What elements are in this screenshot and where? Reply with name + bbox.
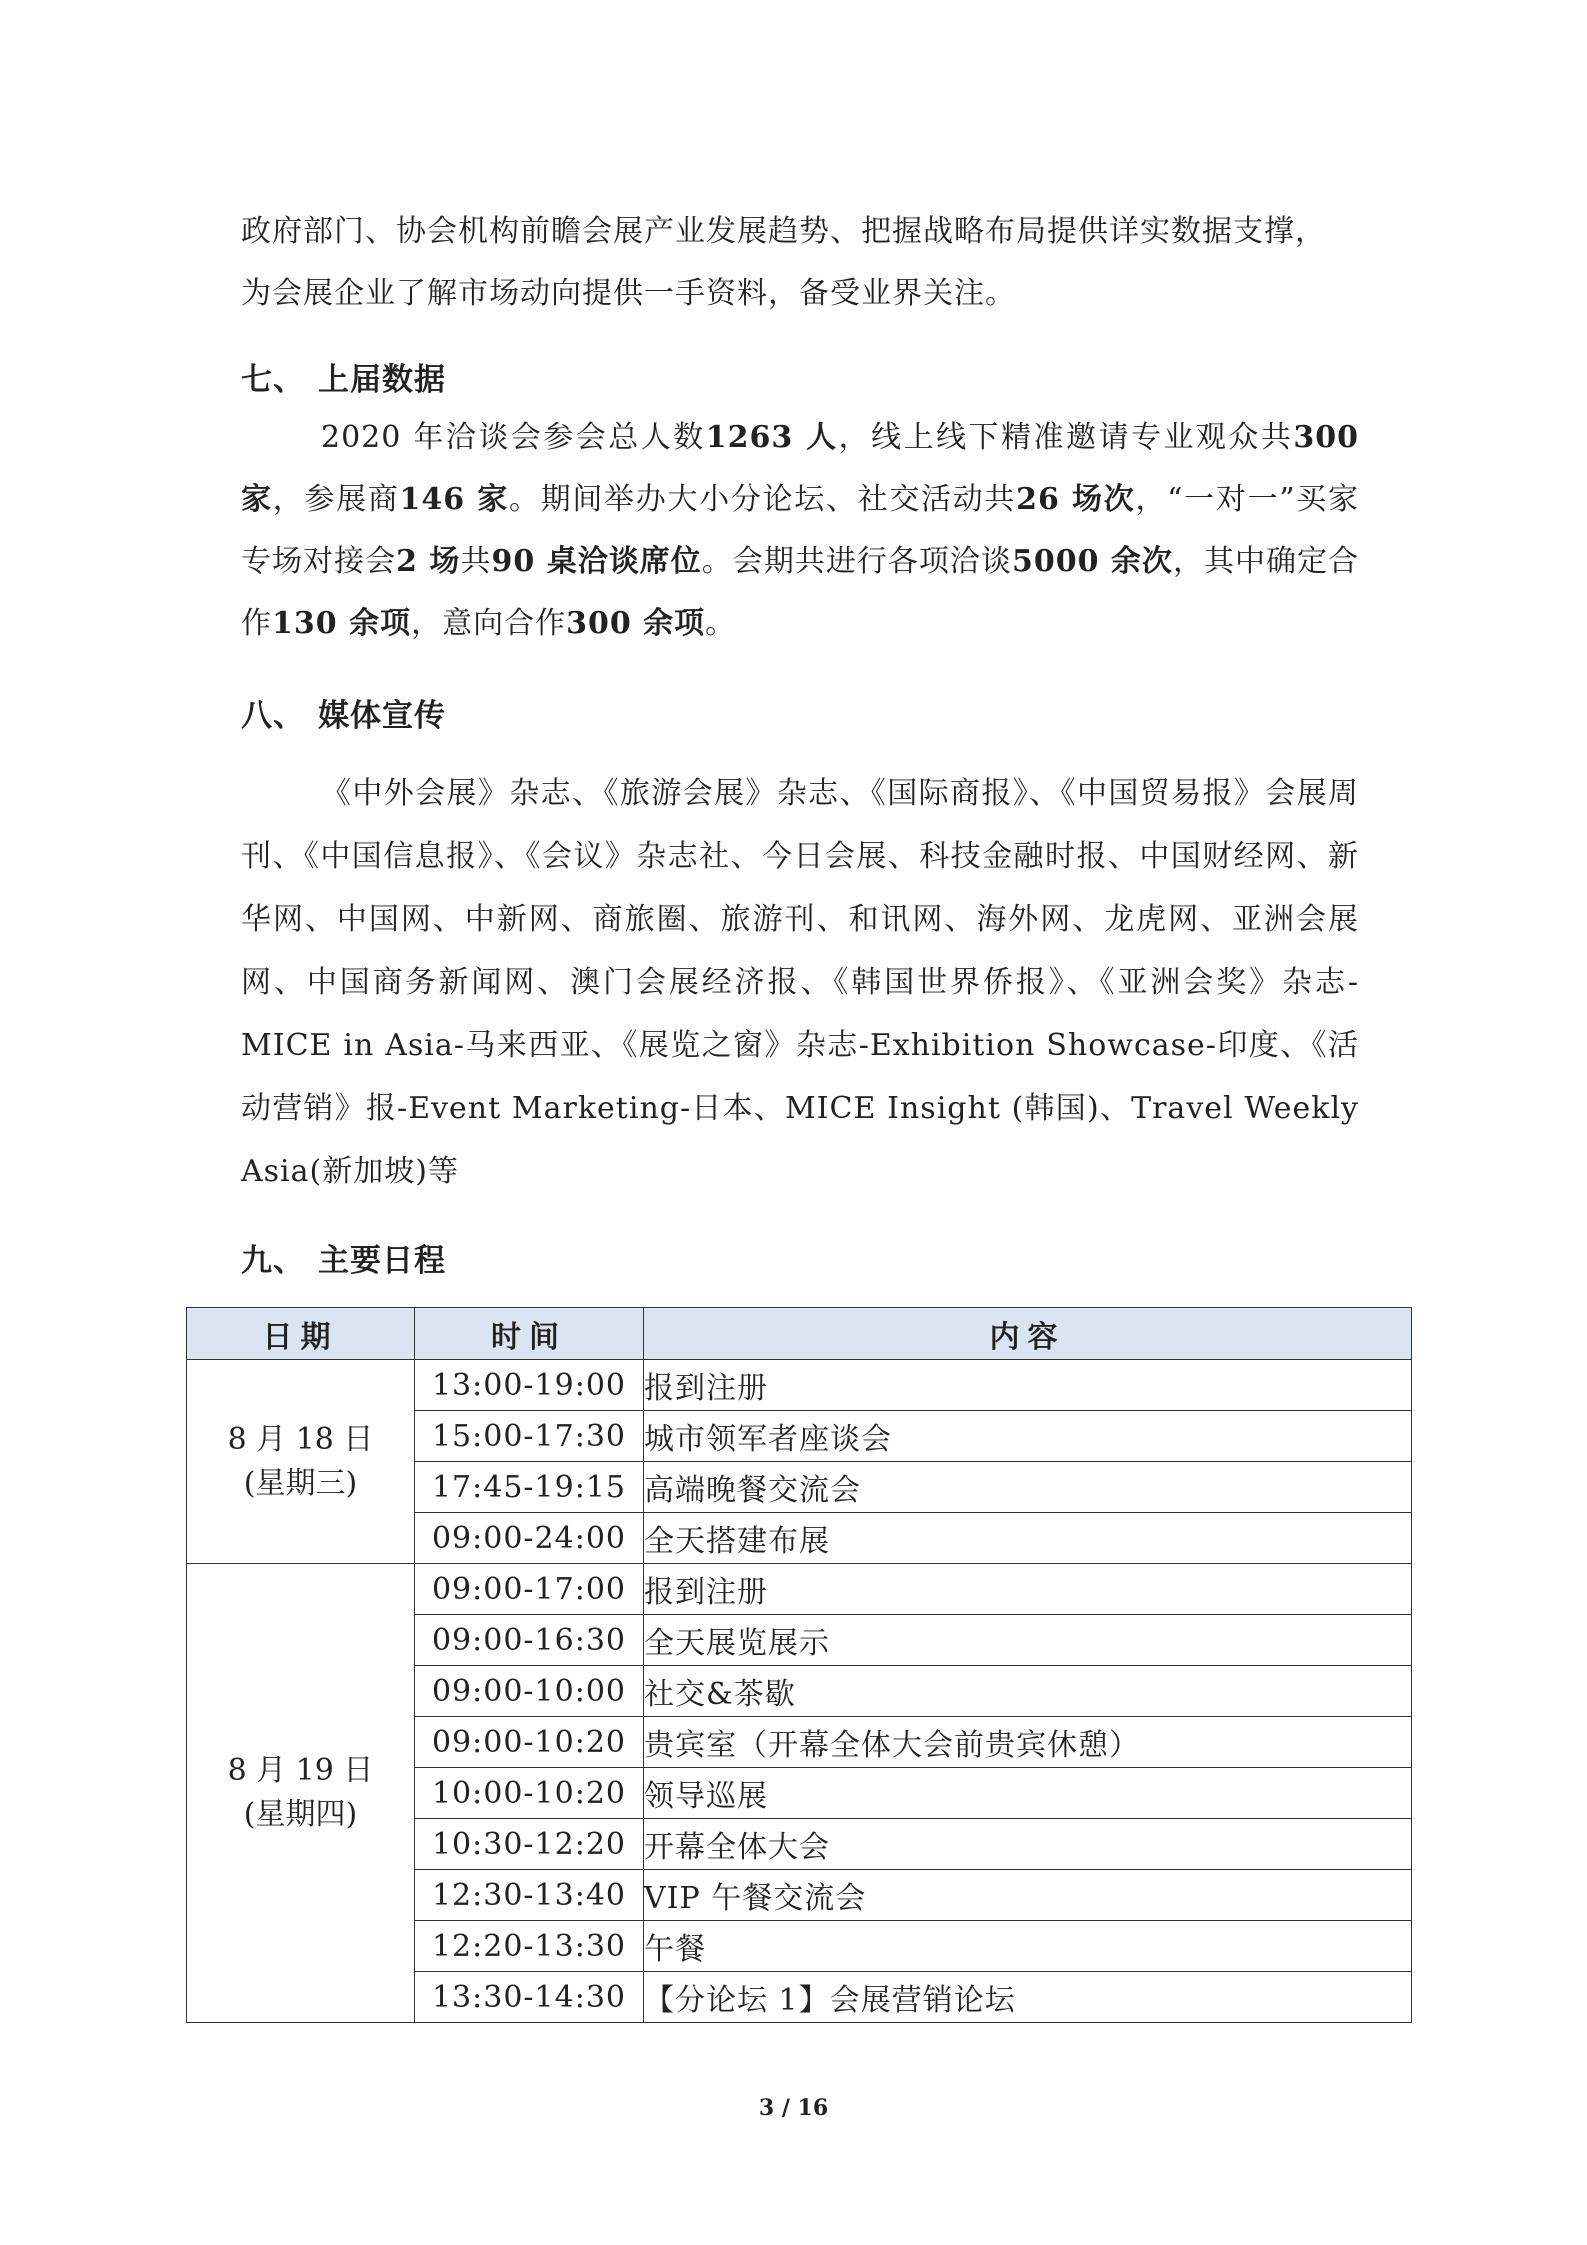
text-run: ，参展商 bbox=[272, 482, 400, 517]
text-run: 。会期共进行各项洽谈 bbox=[701, 544, 1012, 579]
content-cell: 贵宾室（开幕全体大会前贵宾休憩） bbox=[644, 1717, 1412, 1768]
day-1-date-cell bbox=[187, 1360, 415, 1564]
time-cell: 09:00-17:00 bbox=[415, 1564, 644, 1615]
section-8-heading bbox=[241, 690, 446, 735]
section-8-number: 八、 bbox=[241, 698, 305, 734]
time-cell: 13:30-14:30 bbox=[415, 1972, 644, 2023]
day-1-weekday: (星期三) bbox=[243, 1465, 358, 1501]
page-number: 3 / 16 bbox=[758, 2095, 829, 2121]
section-9-title: 主要日程 bbox=[318, 1243, 446, 1279]
day-2-date-cell bbox=[187, 1564, 415, 2023]
content-cell: 【分论坛 1】会展营销论坛 bbox=[644, 1972, 1412, 2023]
stat-tables: 90 桌洽谈席位 bbox=[491, 544, 702, 579]
content-cell: 报到注册 bbox=[644, 1360, 1412, 1411]
stat-events: 26 场次 bbox=[1016, 482, 1136, 517]
content-cell: 午餐 bbox=[644, 1921, 1412, 1972]
content-cell: VIP 午餐交流会 bbox=[644, 1870, 1412, 1921]
time-cell: 09:00-16:30 bbox=[415, 1615, 644, 1666]
time-cell: 12:20-13:30 bbox=[415, 1921, 644, 1972]
content-cell: 高端晚餐交流会 bbox=[644, 1462, 1412, 1513]
section-8-title: 媒体宣传 bbox=[318, 698, 446, 734]
text-run: ，“一对一”买家专场对接会 bbox=[241, 482, 1359, 579]
section-7-heading bbox=[241, 354, 446, 399]
content-cell: 社交&茶歇 bbox=[644, 1666, 1412, 1717]
intro-line-2: 为会展企业了解市场动向提供一手资料，备受业界关注。 bbox=[241, 276, 1016, 311]
table-row bbox=[187, 1360, 1412, 1411]
text-run: ，意向合作 bbox=[411, 606, 567, 641]
stat-sessions: 2 场 bbox=[396, 544, 461, 579]
content-cell: 城市领军者座谈会 bbox=[644, 1411, 1412, 1462]
content-cell: 开幕全体大会 bbox=[644, 1819, 1412, 1870]
stat-negotiations: 5000 余次 bbox=[1011, 544, 1173, 579]
text-run: 。 bbox=[705, 606, 737, 641]
content-cell: 全天展览展示 bbox=[644, 1615, 1412, 1666]
text-run: 2020 年洽谈会参会总人数 bbox=[321, 420, 706, 455]
time-cell: 10:30-12:20 bbox=[415, 1819, 644, 1870]
stat-intended: 300 余项 bbox=[566, 606, 706, 641]
intro-paragraph bbox=[241, 201, 1359, 325]
section-7-number: 七、 bbox=[241, 362, 305, 398]
text-run: 共 bbox=[460, 544, 492, 579]
section-8-paragraph: 《中外会展》杂志、《旅游会展》杂志、《国际商报》、《中国贸易报》会展周刊、《中国信息报》、《会议》杂志社、今日会展、科技金融时报、中国财经网、新华网、中国网、中新网、商旅圈、旅游刊、和讯网、海外网、龙虎网、亚洲会展网、中国商务新闻网、澳门会展经济报、《韩国世界侨报》、《亚洲会奖》杂志-MICE in Asia-马来西亚、《展览之窗》杂志-Exhibition Showcase-印度、《活动营销》报-Event Marketing-日本、MICE Insight (韩国)、Travel Weekly Asia(新加坡)等 bbox=[241, 776, 1359, 1189]
time-cell: 17:45-19:15 bbox=[415, 1462, 644, 1513]
stat-total-attendees: 1263 人 bbox=[705, 420, 839, 455]
section-9-number: 九、 bbox=[241, 1243, 305, 1279]
section-7-title: 上届数据 bbox=[318, 362, 446, 398]
time-cell: 09:00-24:00 bbox=[415, 1513, 644, 1564]
time-cell: 09:00-10:00 bbox=[415, 1666, 644, 1717]
time-cell: 12:30-13:40 bbox=[415, 1870, 644, 1921]
day-1-date: 8 月 18 日 bbox=[227, 1421, 374, 1457]
text-run: 。期间举办大小分论坛、社交活动共 bbox=[508, 482, 1017, 517]
intro-line-1: 政府部门、协会机构前瞻会展产业发展趋势、把握战略布局提供详实数据支撑， bbox=[241, 214, 1326, 249]
time-cell: 10:00-10:20 bbox=[415, 1768, 644, 1819]
day-2-weekday: (星期四) bbox=[243, 1797, 358, 1832]
stat-confirmed: 130 余项 bbox=[272, 606, 412, 641]
content-cell: 报到注册 bbox=[644, 1564, 1412, 1615]
schedule-table bbox=[186, 1307, 1412, 2023]
day-2-date: 8 月 19 日 bbox=[227, 1753, 374, 1788]
section-7-paragraph bbox=[241, 407, 1359, 655]
header-date: 日期 bbox=[187, 1308, 415, 1360]
stat-visitors: 300 家 bbox=[241, 420, 1359, 517]
section-9-heading bbox=[241, 1235, 446, 1280]
content-cell: 领导巡展 bbox=[644, 1768, 1412, 1819]
header-time: 时间 bbox=[415, 1308, 644, 1360]
text-run: ，其中确定合作 bbox=[241, 544, 1360, 641]
stat-exhibitors: 146 家 bbox=[399, 482, 509, 517]
time-cell: 13:00-19:00 bbox=[415, 1360, 644, 1411]
text-run: ，线上线下精准邀请专业观众共 bbox=[838, 420, 1294, 455]
time-cell: 15:00-17:30 bbox=[415, 1411, 644, 1462]
time-cell: 09:00-10:20 bbox=[415, 1717, 644, 1768]
table-row bbox=[187, 1564, 1412, 1615]
table-header-row bbox=[187, 1308, 1412, 1360]
header-content: 内容 bbox=[644, 1308, 1412, 1360]
content-cell: 全天搭建布展 bbox=[644, 1513, 1412, 1564]
